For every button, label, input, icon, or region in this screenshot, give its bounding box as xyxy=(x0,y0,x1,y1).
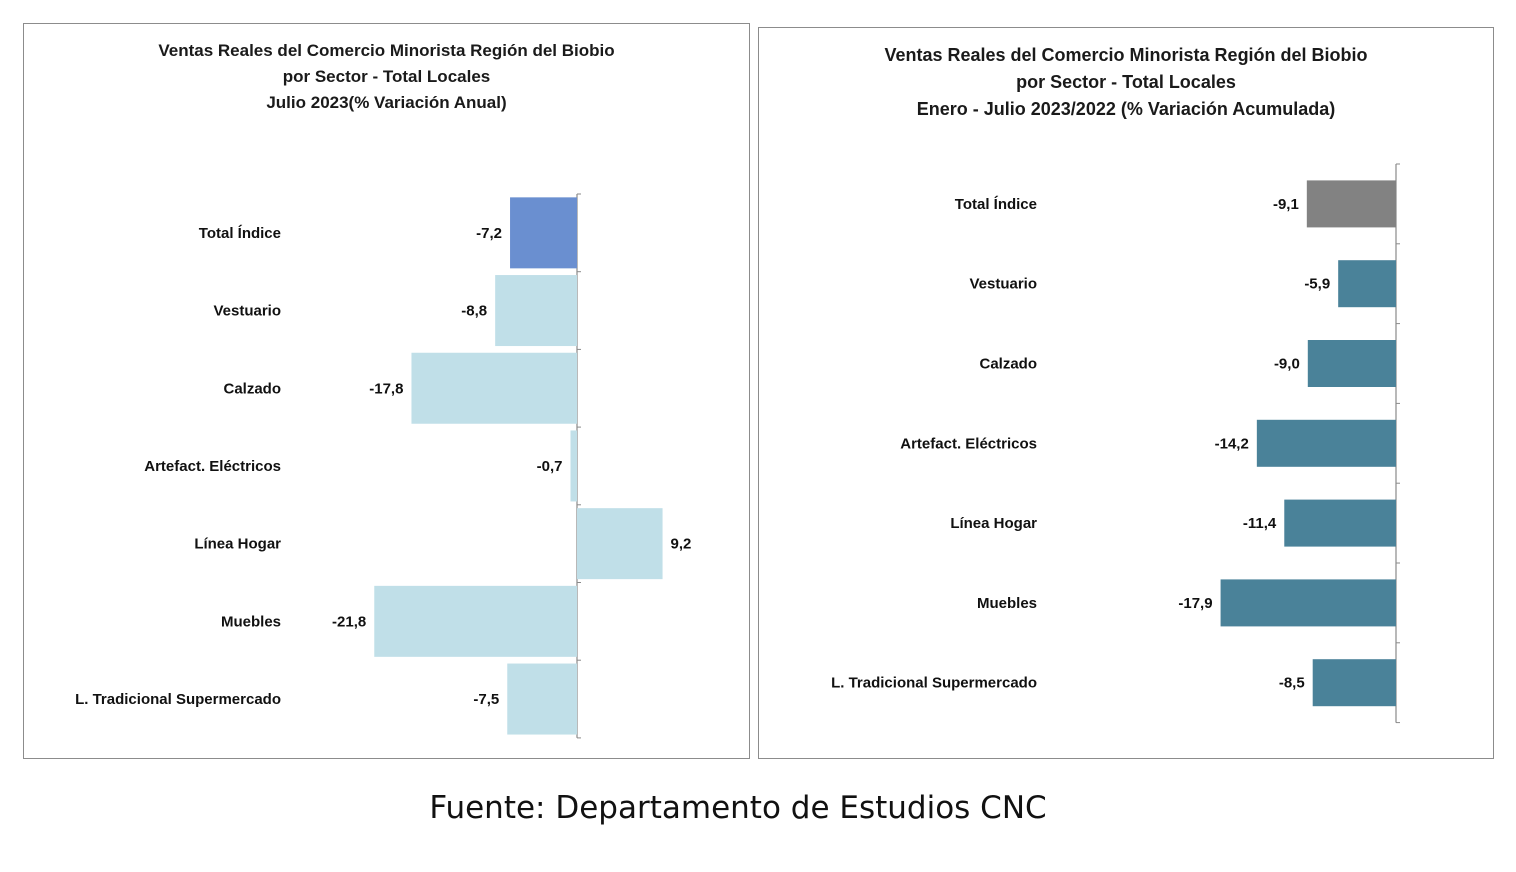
bar xyxy=(495,275,577,346)
category-label: Artefact. Eléctricos xyxy=(900,435,1037,453)
category-label: Vestuario xyxy=(969,275,1037,293)
category-label: L. Tradicional Supermercado xyxy=(75,691,281,709)
chart-title-line: Ventas Reales del Comercio Minorista Región del Biobio xyxy=(884,45,1368,65)
data-label: -21,8 xyxy=(332,613,367,631)
data-label: -9,0 xyxy=(1273,355,1300,373)
bar xyxy=(1307,180,1396,227)
category-label: Total Índice xyxy=(954,195,1037,213)
bar xyxy=(1284,500,1396,547)
bar xyxy=(1308,340,1396,387)
category-label: Muebles xyxy=(976,594,1037,612)
data-label: -7,5 xyxy=(473,691,500,709)
bar xyxy=(1257,420,1396,467)
bar xyxy=(507,664,577,735)
bar xyxy=(1338,260,1396,307)
chart-title-line: por Sector - Total Locales xyxy=(282,67,491,86)
bar xyxy=(577,508,663,579)
category-label: Línea Hogar xyxy=(950,515,1037,533)
category-label: Muebles xyxy=(220,613,281,631)
bar xyxy=(570,430,577,501)
data-label: -0,7 xyxy=(536,457,563,475)
data-label: -9,1 xyxy=(1272,195,1299,213)
data-label: -17,9 xyxy=(1178,594,1213,612)
bar xyxy=(1221,579,1396,626)
bar xyxy=(374,586,577,657)
category-label: Total Índice xyxy=(198,224,281,242)
category-label: Artefact. Eléctricos xyxy=(144,457,281,475)
bar xyxy=(411,353,577,424)
chart-panel-annual xyxy=(23,23,750,759)
data-label: 9,2 xyxy=(670,535,692,553)
data-label: -5,9 xyxy=(1304,275,1331,293)
source-note: Fuente: Departamento de Estudios CNC xyxy=(429,790,1047,826)
category-label: Calzado xyxy=(979,355,1037,373)
bar xyxy=(1313,659,1396,706)
chart-title-line: Enero - Julio 2023/2022 (% Variación Acumulada) xyxy=(916,99,1336,119)
chart-panel-cumulative xyxy=(758,27,1494,759)
category-label: Vestuario xyxy=(213,302,281,320)
chart-title-line: por Sector - Total Locales xyxy=(1016,72,1236,92)
bar xyxy=(510,197,577,268)
bar-chart-cumulative xyxy=(759,28,1493,758)
data-label: -17,8 xyxy=(369,380,404,398)
data-label: -11,4 xyxy=(1242,515,1277,533)
chart-title-line: Julio 2023(% Variación Anual) xyxy=(266,93,507,112)
chart-title-line: Ventas Reales del Comercio Minorista Región del Biobio xyxy=(158,41,615,60)
category-label: Línea Hogar xyxy=(194,535,281,553)
data-label: -7,2 xyxy=(476,224,503,242)
category-label: L. Tradicional Supermercado xyxy=(831,674,1037,692)
data-label: -14,2 xyxy=(1214,435,1249,453)
data-label: -8,5 xyxy=(1278,674,1305,692)
bar-chart-annual xyxy=(24,24,749,758)
data-label: -8,8 xyxy=(461,302,488,320)
category-label: Calzado xyxy=(223,380,281,398)
